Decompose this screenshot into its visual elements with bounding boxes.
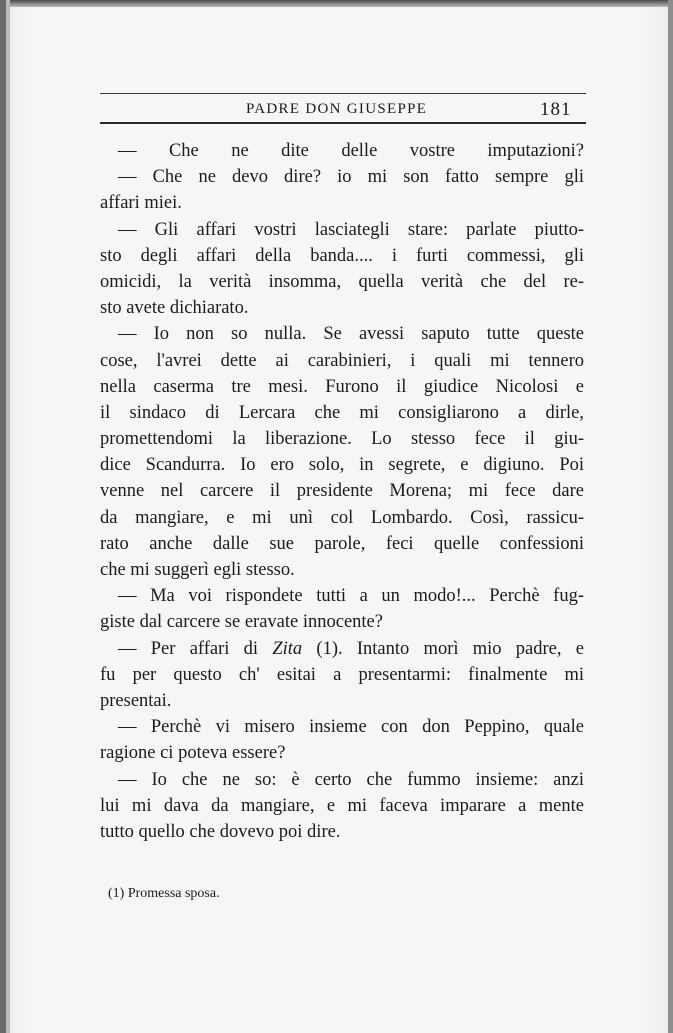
- text-line: — Io che ne so: è certo che fummo insieme: anzi: [118, 769, 584, 790]
- text-line: che mi suggerì egli stesso.: [100, 560, 295, 580]
- text-line: da mangiare, e mi unì col Lombardo. Così, rassicu-: [100, 507, 584, 528]
- text-line: sto avete dichiarato.: [100, 298, 249, 319]
- text-line: nella caserma tre mesi. Furono il giudice Nicolosi e: [100, 376, 584, 397]
- text-line: promettendomi la liberazione. Lo stesso fece il giu-: [100, 429, 584, 450]
- text-line: sto degli affari della banda.... i furti commessi, gli: [100, 245, 584, 266]
- text-line: — Che ne devo dire? io mi son fatto sempre gli: [118, 167, 584, 188]
- text-line: presentai.: [100, 690, 172, 711]
- text-line: venne nel carcere il presidente Morena; mi fece dare: [100, 481, 584, 502]
- header-rule-bottom: [100, 122, 586, 124]
- text-line: rato anche dalle sue parole, feci quelle confessioni: [100, 533, 584, 554]
- text-line: — Io non so nulla. Se avessi saputo tutte queste: [118, 324, 584, 345]
- header-rule-top: [100, 93, 586, 94]
- text-line: lui mi dava da mangiare, e mi faceva imparare a mente: [100, 795, 584, 816]
- footnote: (1) Promessa sposa.: [108, 886, 220, 901]
- text-line: — Che ne dite delle vostre imputazioni?: [118, 141, 584, 161]
- binding-gutter: [6, 0, 10, 1033]
- text-line: dice Scandurra. Io ero solo, in segrete, e digiuno. Poi: [100, 455, 584, 476]
- running-title: PADRE DON GIUSEPPE: [246, 101, 428, 117]
- page-number: 181: [540, 99, 572, 120]
- text-line: affari miei.: [100, 193, 182, 214]
- page-right-edge: [668, 0, 673, 1033]
- text-line: — Perchè vi misero insieme con don Peppino, quale: [118, 717, 584, 738]
- text-line: fu per questo ch' esitai a presentarmi: finalmente mi: [100, 664, 584, 685]
- body-text: [100, 138, 584, 845]
- text-line: — Per affari di Zita (1). Intanto morì mio padre, e: [118, 638, 584, 659]
- text-line: giste dal carcere se eravate innocente?: [100, 612, 383, 633]
- text-line: tutto quello che dovevo poi dire.: [100, 821, 341, 842]
- text-line: il sindaco di Lercara che mi consigliarono a dirle,: [100, 402, 584, 423]
- text-line: — Gli affari vostri lasciategli stare: parlate piutto-: [118, 219, 584, 240]
- italic-word: Zita: [272, 638, 303, 659]
- text-line: ragione ci poteva essere?: [100, 743, 286, 764]
- page-top-edge: [0, 0, 673, 7]
- text-line: cose, l'avrei dette ai carabinieri, i quali mi tennero: [100, 350, 584, 371]
- text-line: — Ma voi rispondete tutti a un modo!... Perchè fug-: [118, 586, 584, 607]
- text-line: omicidi, la verità insomma, quella verità che del re-: [100, 271, 584, 292]
